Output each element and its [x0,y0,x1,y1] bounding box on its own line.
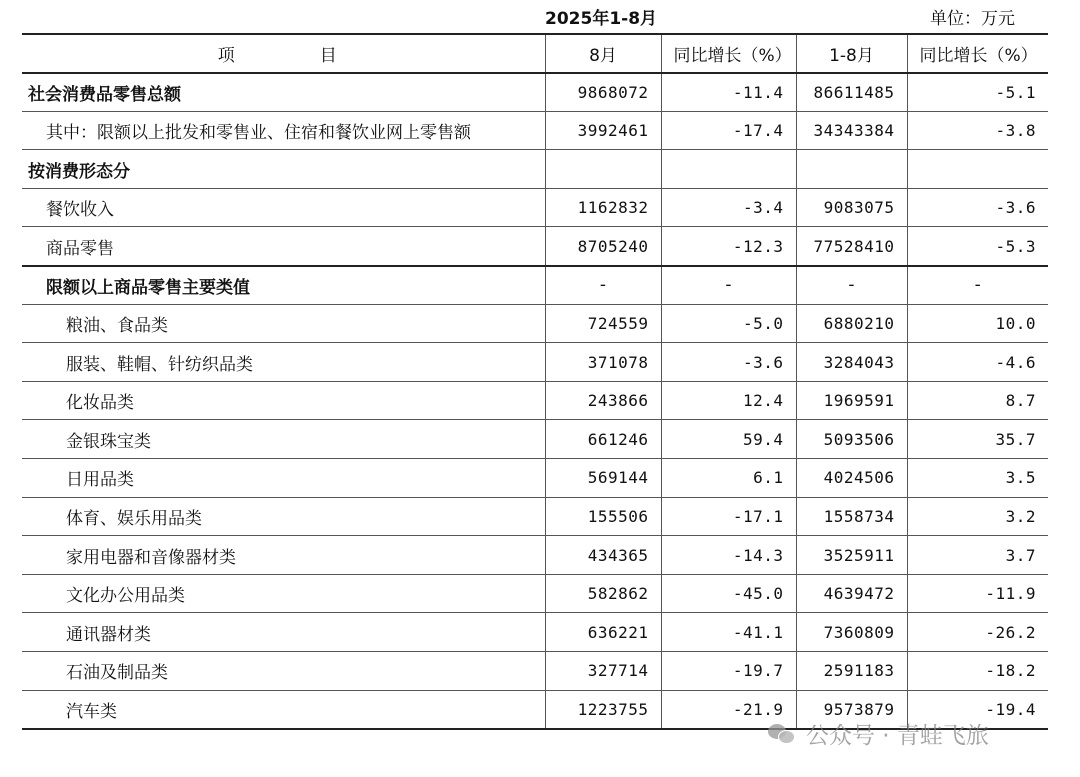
table-row [22,459,1048,498]
row-label: 其中：限额以上批发和零售业、住宿和餐饮业网上零售额 [22,111,545,150]
row-label: 餐饮收入 [22,188,545,227]
table-row [22,304,1048,343]
ytd-yoy-value: -4.6 [907,343,1048,382]
ytd-yoy-value [907,150,1048,189]
table-row [22,343,1048,382]
aug-yoy-value: 6.1 [661,459,796,498]
ytd-yoy-value: 3.7 [907,536,1048,575]
table-row [22,227,1048,266]
ytd-yoy-value: 8.7 [907,381,1048,420]
table-row [22,497,1048,536]
ytd-yoy-value: -26.2 [907,613,1048,652]
row-label: 按消费形态分 [22,150,545,189]
ytd-value: - [796,266,907,305]
aug-yoy-value: - [661,266,796,305]
aug-yoy-value: -12.3 [661,227,796,266]
row-label: 服装、鞋帽、针纺织品类 [22,343,545,382]
row-label: 日用品类 [22,459,545,498]
ytd-yoy-value: -3.8 [907,111,1048,150]
ytd-yoy-value: 35.7 [907,420,1048,459]
table-row [22,536,1048,575]
ytd-value: 34343384 [796,111,907,150]
table-header-row [22,34,1048,73]
aug-value: 371078 [545,343,661,382]
row-label: 金银珠宝类 [22,420,545,459]
aug-yoy-value: -3.6 [661,343,796,382]
ytd-value: 1558734 [796,497,907,536]
aug-yoy-value: -21.9 [661,690,796,729]
aug-yoy-value: -3.4 [661,188,796,227]
aug-value: 434365 [545,536,661,575]
ytd-yoy-value: - [907,266,1048,305]
ytd-value: 86611485 [796,73,907,112]
period-title: 2025年1-8月 [545,9,658,29]
row-label: 粮油、食品类 [22,304,545,343]
ytd-value: 4639472 [796,574,907,613]
aug-yoy-value: -41.1 [661,613,796,652]
row-label: 石油及制品类 [22,652,545,691]
ytd-value: 9573879 [796,690,907,729]
aug-yoy-value [661,150,796,189]
aug-value: 155506 [545,497,661,536]
aug-value: 569144 [545,459,661,498]
ytd-value: 6880210 [796,304,907,343]
col-header-aug-yoy: 同比增长（%） [661,34,796,73]
ytd-value: 4024506 [796,459,907,498]
ytd-value: 7360809 [796,613,907,652]
row-label: 通讯器材类 [22,613,545,652]
aug-value: 3992461 [545,111,661,150]
row-label: 文化办公用品类 [22,574,545,613]
ytd-value: 3525911 [796,536,907,575]
ytd-value: 5093506 [796,420,907,459]
watermark [768,714,989,752]
row-label: 体育、娱乐用品类 [22,497,545,536]
ytd-yoy-value: -19.4 [907,690,1048,729]
row-label: 社会消费品零售总额 [22,73,545,112]
col-header-ytd: 1-8月 [796,34,907,73]
unit-label: 单位：万元 [930,9,1015,29]
ytd-value: 9083075 [796,188,907,227]
col-header-aug: 8月 [545,34,661,73]
aug-yoy-value: -5.0 [661,304,796,343]
ytd-yoy-value: 3.2 [907,497,1048,536]
aug-value: 582862 [545,574,661,613]
aug-value: 724559 [545,304,661,343]
row-label: 化妆品类 [22,381,545,420]
aug-value: - [545,266,661,305]
ytd-yoy-value: -5.1 [907,73,1048,112]
ytd-yoy-value: -3.6 [907,188,1048,227]
table-row [22,111,1048,150]
ytd-yoy-value: 10.0 [907,304,1048,343]
table-row [22,652,1048,691]
row-label: 商品零售 [22,227,545,266]
aug-value [545,150,661,189]
aug-yoy-value: 59.4 [661,420,796,459]
aug-value: 327714 [545,652,661,691]
aug-yoy-value: -17.4 [661,111,796,150]
aug-value: 1162832 [545,188,661,227]
ytd-yoy-value: -5.3 [907,227,1048,266]
ytd-yoy-value: 3.5 [907,459,1048,498]
wechat-icon [768,721,794,745]
watermark-text: 公众号 · 青蛙飞旅 [806,722,989,749]
row-label: 汽车类 [22,690,545,729]
table-row [22,574,1048,613]
aug-value: 8705240 [545,227,661,266]
table-row [22,188,1048,227]
table-row [22,266,1048,305]
col-header-ytd-yoy: 同比增长（%） [907,34,1048,73]
aug-value: 243866 [545,381,661,420]
aug-value: 1223755 [545,690,661,729]
ytd-value [796,150,907,189]
ytd-yoy-value: -18.2 [907,652,1048,691]
ytd-value: 77528410 [796,227,907,266]
retail-sales-table [22,33,1048,730]
ytd-value: 1969591 [796,381,907,420]
table-row [22,420,1048,459]
row-label: 限额以上商品零售主要类值 [22,266,545,305]
ytd-yoy-value: -11.9 [907,574,1048,613]
aug-yoy-value: -11.4 [661,73,796,112]
aug-yoy-value: -17.1 [661,497,796,536]
ytd-value: 2591183 [796,652,907,691]
table-row [22,150,1048,189]
table-row [22,73,1048,112]
aug-value: 661246 [545,420,661,459]
aug-yoy-value: 12.4 [661,381,796,420]
table-row [22,613,1048,652]
aug-yoy-value: -14.3 [661,536,796,575]
aug-yoy-value: -45.0 [661,574,796,613]
ytd-value: 3284043 [796,343,907,382]
col-header-item: 项 目 [22,34,545,73]
aug-value: 9868072 [545,73,661,112]
aug-value: 636221 [545,613,661,652]
table-row [22,381,1048,420]
row-label: 家用电器和音像器材类 [22,536,545,575]
aug-yoy-value: -19.7 [661,652,796,691]
